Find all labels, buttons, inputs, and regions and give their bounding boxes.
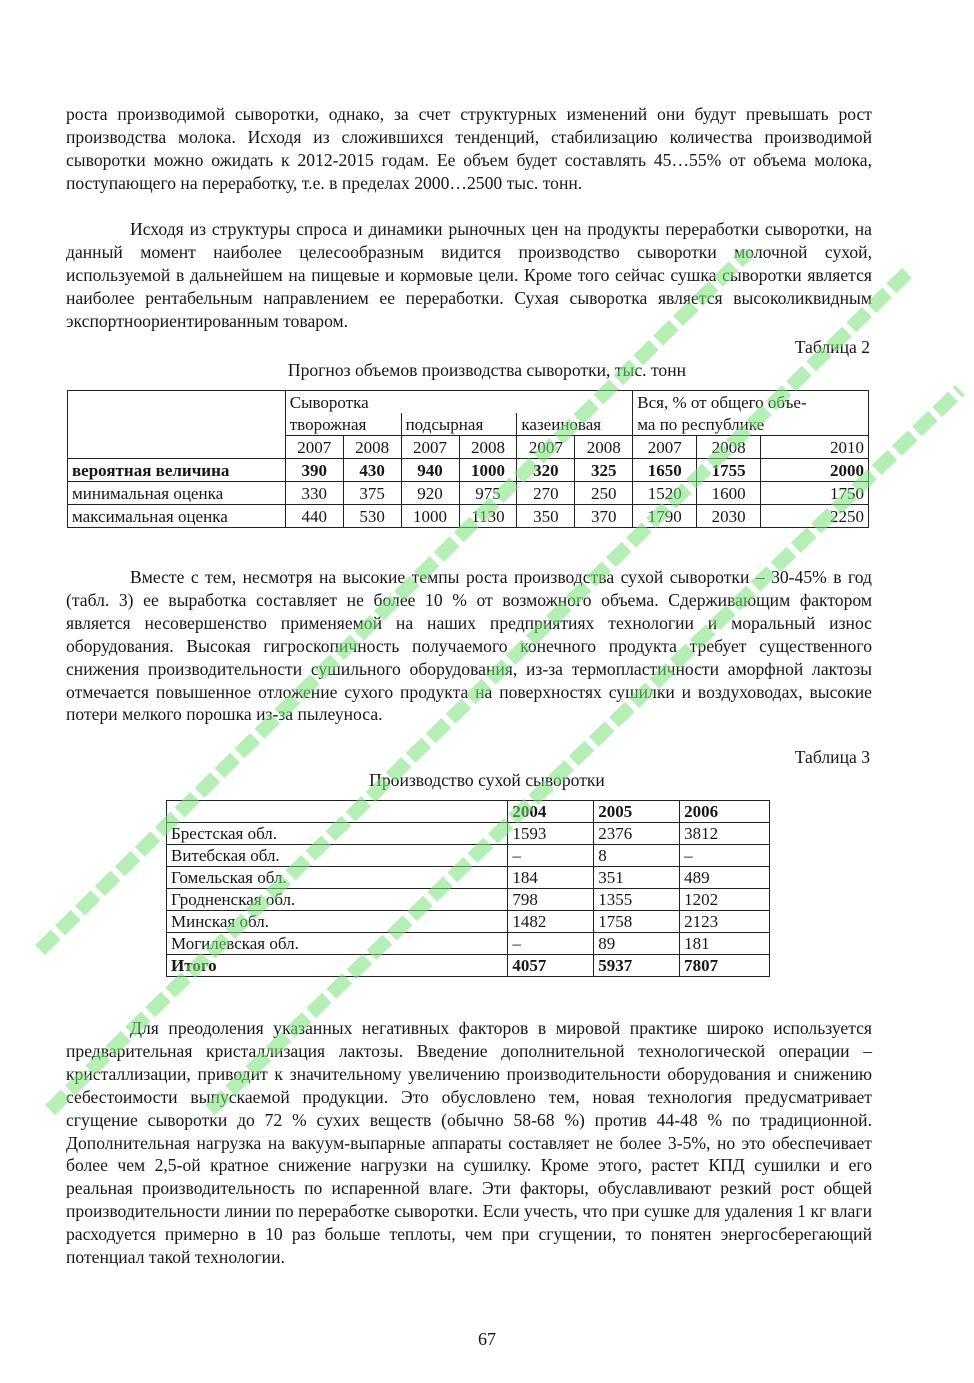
table3-row [167,933,770,955]
table3-cell: 1593 [508,823,594,845]
table3-total-row [167,955,770,977]
table3-row-label: Минская обл. [167,911,508,933]
table2-cell: 2000 [761,459,869,482]
table3-cell: – [508,845,594,867]
table2-cell: 1750 [761,482,869,505]
table2-total-header-1: Вся, % от общего объе- [633,391,869,414]
table2-subheader-cheese: подсырная [401,413,517,436]
table2-cell: 370 [575,505,633,528]
table2-group-header: Сыворотка [285,391,633,414]
table2-cell: 1790 [633,505,697,528]
table3-cell: 4057 [508,955,594,977]
table2-cell: 250 [575,482,633,505]
table2-cell: 1600 [697,482,761,505]
table3-cell: 798 [508,889,594,911]
table2-year: 2008 [697,436,761,459]
table3-cell: 181 [680,933,770,955]
table2-year: 2008 [343,436,401,459]
table3-title: Производство сухой сыворотки [369,770,605,790]
table2-cell: 270 [517,482,575,505]
table2-corner-cell [68,391,286,459]
table3-cell: – [508,933,594,955]
table2-cell: 1000 [401,505,459,528]
table2-label: Таблица 2 [794,337,870,357]
table2-cell: 1755 [697,459,761,482]
table3-row [167,911,770,933]
table3-cell: 1758 [594,911,680,933]
table2-row-minimal [68,482,869,505]
table2-cell: 350 [517,505,575,528]
table3-year: 2006 [680,801,770,823]
table2-cell: 325 [575,459,633,482]
table3-row [167,823,770,845]
table2-cell: 1520 [633,482,697,505]
paragraph-1: роста производимой сыворотки, однако, за счет структурных изменений они будут превышать рост производства молока. Исходя из сложившихся тенденций, стабилизацию количества производимой сыворотки можно ожидать к 2012-2015 годам. Ее объем будет составлять 45…55% от объема молока, поступающего на переработку, т.е. в пределах 2000…2500 тыс. тонн. [66,104,872,193]
paragraph-3: Вместе с тем, несмотря на высокие темпы роста производства сухой сыворотки – 30-45% в год (табл. 3) ее выработка составляет не более 10 % от возможного объема. Сдерживающим фактором является несовершенство применяемой на наших предприятиях технологии и моральный износ оборудования. Высокая гигроскопичность получаемого конечного продукта требует существенного снижения производительности сушильного оборудования, из-за термопластичности аморфной лактозы отмечается повышенное отложение сухого продукта на поверхностях сушилки и воздуховодах, высокие потери мелкого порошка из-за пылеуноса. [66,567,872,725]
paragraph-4: Для преодоления указанных негативных факторов в мировой практике широко используется предварительная кристаллизация лактозы. Введение дополнительной технологической операции – кристаллизации, приводит к значительному увеличению производительности оборудования и снижению себестоимости выпускаемой продукции. Это обусловлено тем, новая технология предусматривает сгущение сыворотки до 72 % сухих веществ (обычно 58-68 %) против 44-48 % по традиционной. Дополнительная нагрузка на вакуум-выпарные аппараты составляет не более 3-5%, но это обеспечивает более чем 2,5-ой кратное снижение нагрузки на сушилку. Кроме этого, растет КПД сушилки и его реальная производительность по испаренной влаге. Эти факторы, обуславливают резкий рост общей производительности линии по переработке сыворотки. Если учесть, что при сушке для удаления 1 кг влаги расходуется примерно в 10 раз больше теплоты, чем при сгущении, то понятен энергосберегающий потенциал такой технологии. [66,1018,872,1268]
paragraph-2: Исходя из структуры спроса и динамики рыночных цен на продукты переработки сыворотки, на данный момент наиболее целесообразным видится производство сыворотки молочной сухой, используемой в дальнейшем на пищевые и кормовые цели. Кроме того сейчас сушка сыворотки является наиболее рентабельным направлением ее переработки. Сухая сыворотка является высоколиквидным экспортноориентированным товаром. [66,219,872,331]
table3-cell: 489 [680,867,770,889]
table2-cell: 2250 [761,505,869,528]
table3-year: 2004 [508,801,594,823]
table2-row-label: максимальная оценка [68,505,286,528]
table3-cell: 7807 [680,955,770,977]
table3-cell: 89 [594,933,680,955]
table3-cell: 1482 [508,911,594,933]
table3-row [167,867,770,889]
table3-cell: 8 [594,845,680,867]
table2-cell: 940 [401,459,459,482]
table3-cell: – [680,845,770,867]
table3-label: Таблица 3 [794,747,870,767]
table3-dry-whey [166,800,770,977]
table3-cell: 2123 [680,911,770,933]
table3-row-label: Гродненская обл. [167,889,508,911]
table2-cell: 975 [459,482,517,505]
table2-year: 2007 [633,436,697,459]
table2-cell: 375 [343,482,401,505]
table2-year: 2007 [285,436,343,459]
table2-row-probable [68,459,869,482]
table3-cell: 1202 [680,889,770,911]
table2-forecast [67,390,869,528]
table3-cell: 351 [594,867,680,889]
table2-row-maximal [68,505,869,528]
table2-row-label: минимальная оценка [68,482,286,505]
table3-header-row [167,801,770,823]
table2-year: 2007 [517,436,575,459]
table2-year: 2007 [401,436,459,459]
table2-cell: 390 [285,459,343,482]
table2-cell: 530 [343,505,401,528]
table2-total-header-2: ма по республике [633,413,869,436]
page-number: 67 [478,1329,496,1349]
table3-year: 2005 [594,801,680,823]
table3-cell: 5937 [594,955,680,977]
table3-row-label: Витебская обл. [167,845,508,867]
table2-cell: 440 [285,505,343,528]
table3-row-label: Могилевская обл. [167,933,508,955]
table2-cell: 1130 [459,505,517,528]
table2-year: 2010 [761,436,869,459]
table3-cell: 184 [508,867,594,889]
table2-cell: 430 [343,459,401,482]
table2-subheader-curd: творожная [285,413,401,436]
table3-row-label: Итого [167,955,508,977]
table3-corner-cell [167,801,508,823]
table3-cell: 1355 [594,889,680,911]
table3-row-label: Брестская обл. [167,823,508,845]
table2-subheader-casein: казеиновая [517,413,633,436]
table2-year: 2008 [459,436,517,459]
table3-row [167,889,770,911]
table3-cell: 2376 [594,823,680,845]
table2-year: 2008 [575,436,633,459]
table3-row [167,845,770,867]
table2-cell: 320 [517,459,575,482]
table3-row-label: Гомельская обл. [167,867,508,889]
table2-title: Прогноз объемов производства сыворотки, тыс. тонн [287,360,687,380]
table2-cell: 1650 [633,459,697,482]
table3-cell: 3812 [680,823,770,845]
table2-row-label: вероятная величина [68,459,286,482]
table2-cell: 2030 [697,505,761,528]
table2-cell: 330 [285,482,343,505]
table2-cell: 1000 [459,459,517,482]
table2-cell: 920 [401,482,459,505]
table2-header-row-1 [68,391,869,414]
